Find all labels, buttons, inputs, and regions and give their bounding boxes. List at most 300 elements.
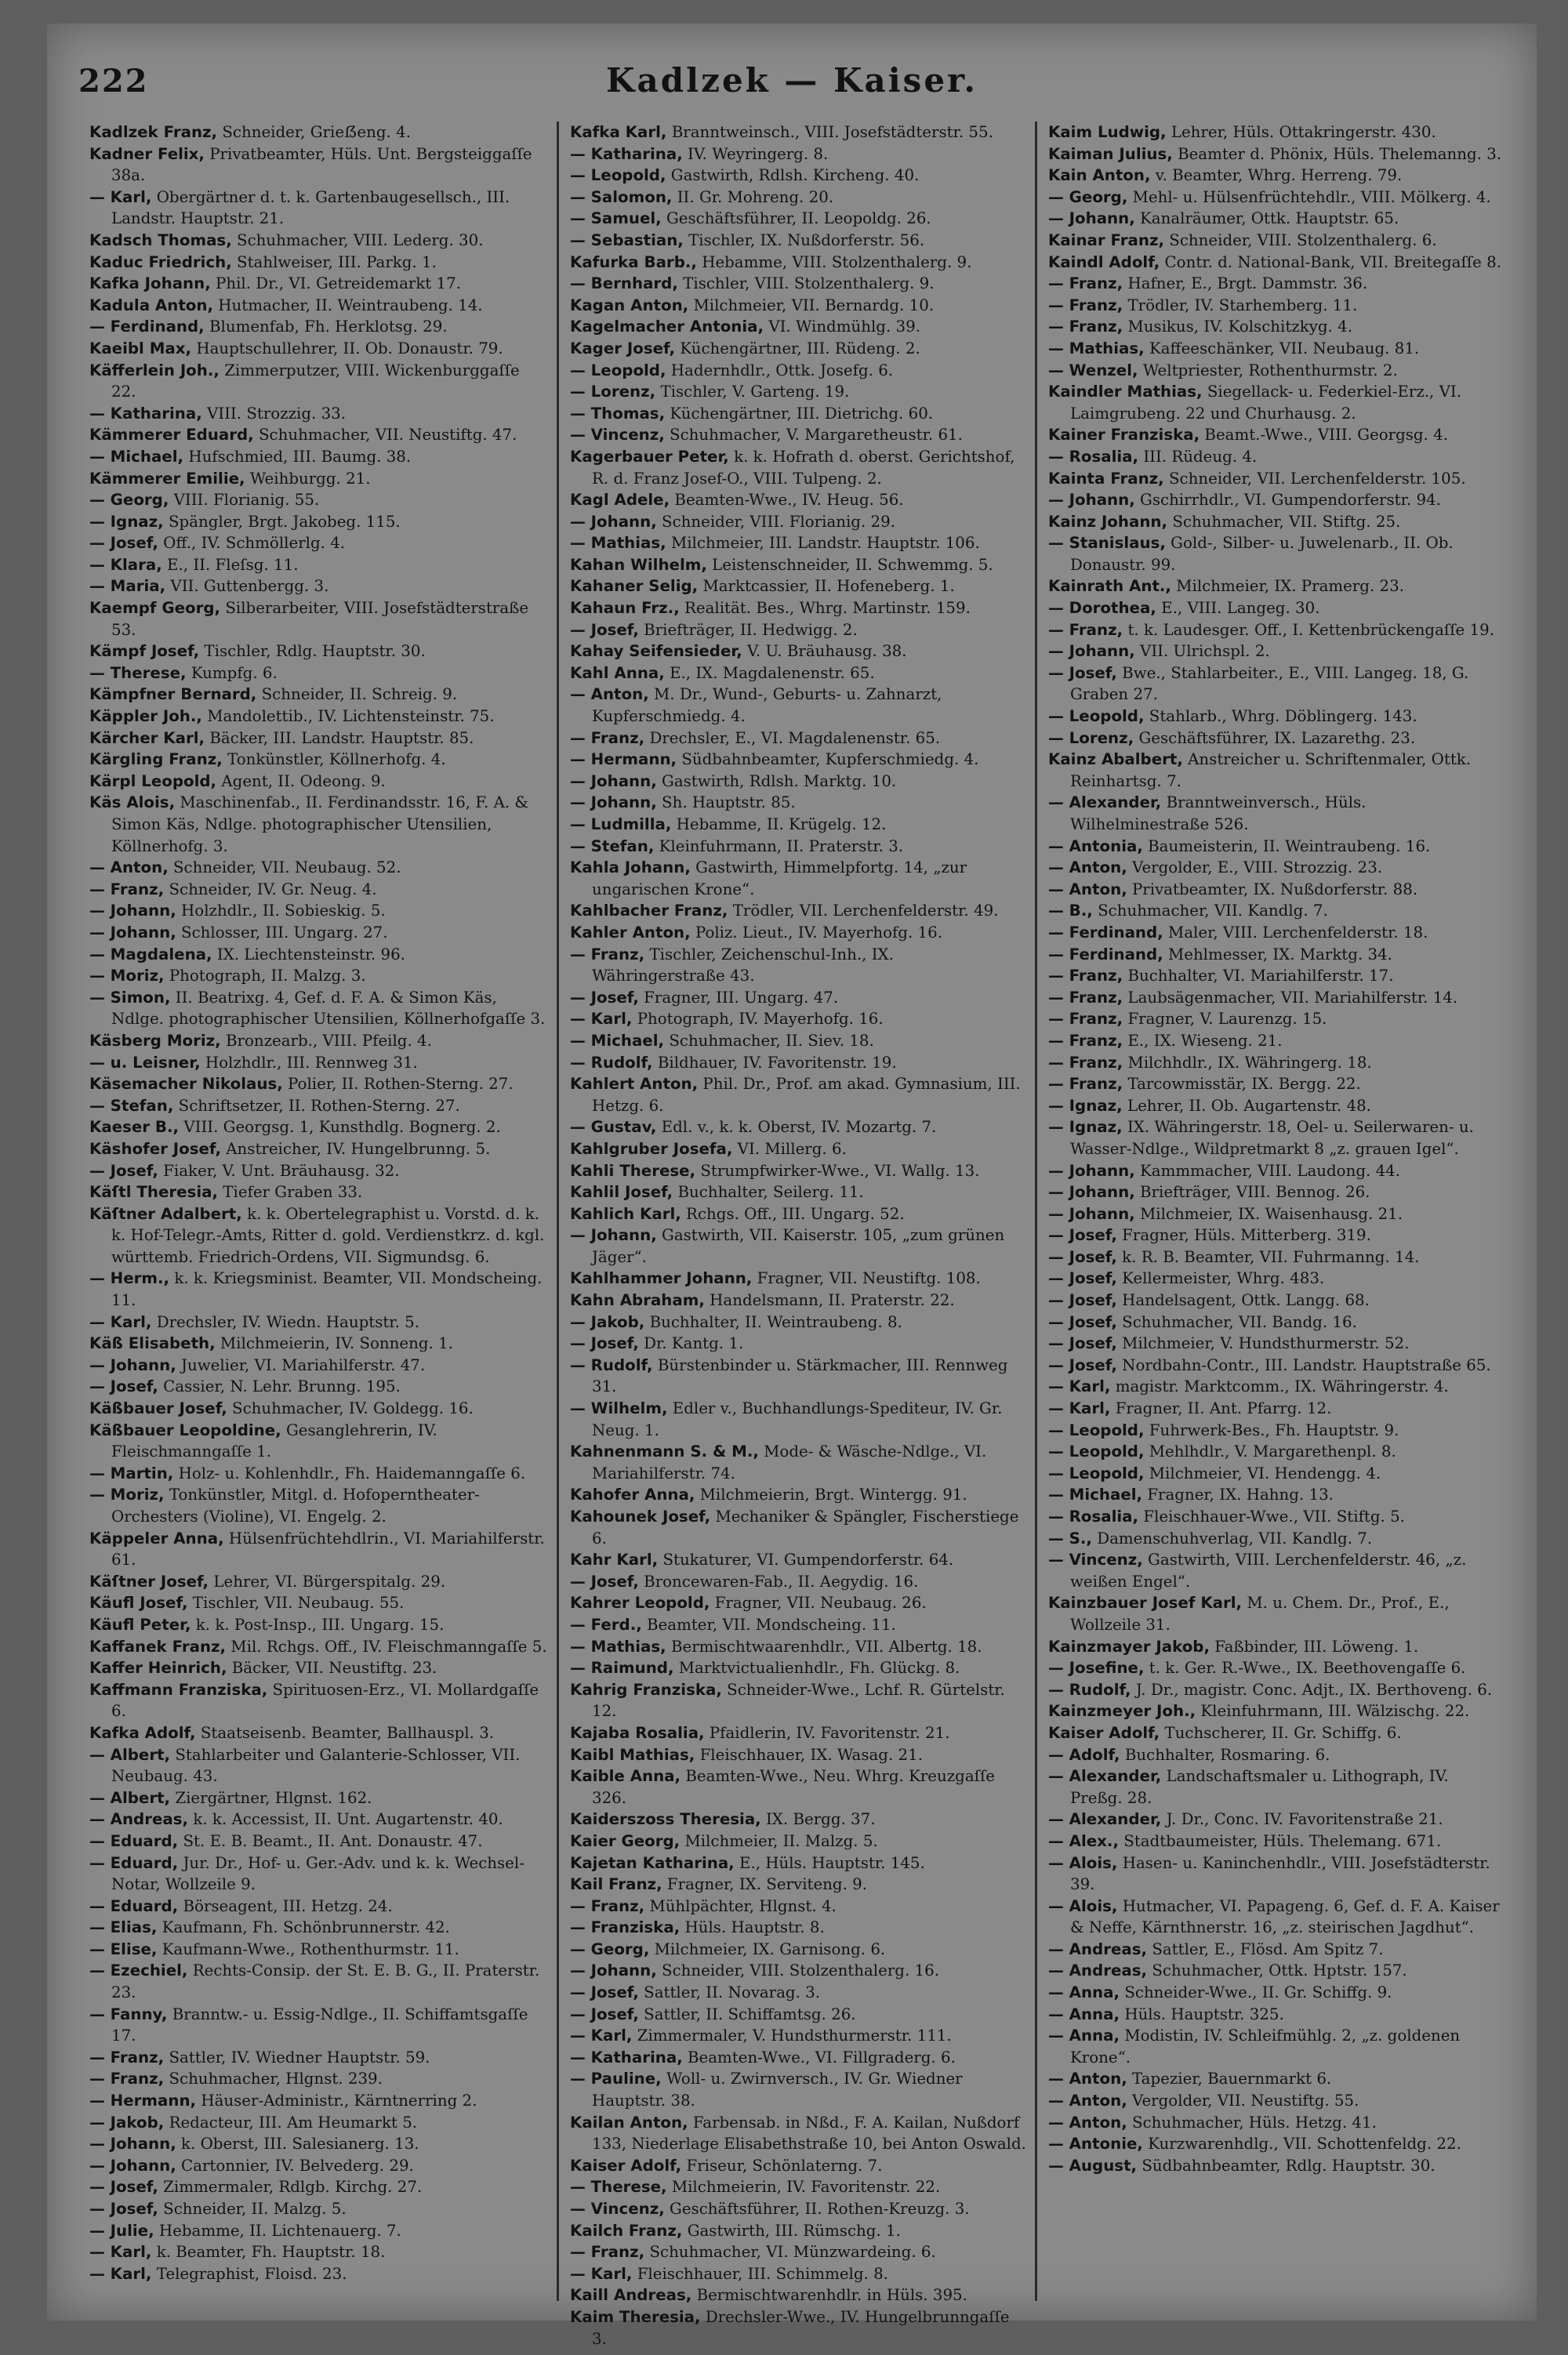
entry-name: — Johann, <box>1048 209 1135 228</box>
entry-name: — Ferdinand, <box>89 318 205 336</box>
entry-name: Kahl Anna, <box>570 663 665 682</box>
entry-name: — Franz, <box>1048 1075 1123 1094</box>
directory-entry <box>89 403 549 425</box>
entry-details: Stahlarb., Whrg. Döblingerg. 143. <box>1149 707 1417 726</box>
entry-details: Photograph, IV. Mayerhofg. 16. <box>637 1010 884 1029</box>
entry-name: Kahn Abraham, <box>570 1291 705 1310</box>
directory-entry <box>1048 922 1505 944</box>
entry-name: — Rudolf, <box>570 1355 653 1374</box>
directory-entry <box>1048 1463 1505 1485</box>
entry-name: — Johann, <box>89 1355 176 1374</box>
entry-name: — Josef, <box>1048 1334 1117 1353</box>
directory-entry <box>89 1203 549 1268</box>
entry-details: VIII. Georgsg. 1, Kunsthdlg. Bognerg. 2. <box>183 1118 501 1137</box>
entry-name: — Rosalia, <box>1048 1508 1139 1526</box>
directory-entry <box>570 1571 1027 1593</box>
entry-details: Schneider, II. Malzg. 5. <box>163 2200 347 2218</box>
entry-details: Milchmeier, IX. Garnisong. 6. <box>654 1940 886 1958</box>
entry-details: Fragner, IX. Serviteng. 9. <box>666 1875 868 1894</box>
entry-details: Schneider, VII. Lerchenfelderstr. 105. <box>1169 469 1466 488</box>
entry-details: Buchhalter, Seilerg. 11. <box>677 1183 864 1202</box>
entry-details: E., VIII. Langeg. 30. <box>1161 599 1320 618</box>
entry-details: Hebamme, II. Lichtenauerg. 7. <box>158 2221 401 2240</box>
entry-details: Spängler, Brgt. Jakobeg. 115. <box>168 512 401 531</box>
entry-name: — Josef, <box>89 534 158 553</box>
entry-details: Fragner, II. Ant. Pfarrg. 12. <box>1115 1399 1332 1418</box>
entry-details: k. k. Accessist, II. Unt. Augartenstr. 40. <box>193 1810 503 1829</box>
entry-name: — Franz, <box>89 2070 165 2088</box>
entry-name: — Vincenz, <box>1048 1551 1143 1569</box>
directory-entry <box>1048 792 1505 835</box>
entry-name: — Mathias, <box>570 1637 666 1656</box>
directory-entry <box>89 1484 549 1527</box>
entry-name: — Ferdinand, <box>1048 945 1163 963</box>
entry-details: Kellermeister, Whrg. 483. <box>1122 1269 1325 1288</box>
directory-entry <box>1048 273 1505 295</box>
entry-details: Tischler, IX. Nußdorferstr. 56. <box>688 230 925 249</box>
entry-details: IV. Weyringerg. 8. <box>688 144 829 163</box>
entry-details: Drechsler, E., VI. Magdalenenstr. 65. <box>649 728 941 747</box>
entry-name: Kaier Georg, <box>570 1831 681 1850</box>
entry-name: — Josef, <box>1048 1312 1117 1331</box>
directory-entry <box>89 1939 549 1961</box>
directory-entry <box>1048 381 1505 424</box>
directory-entry <box>570 771 1027 793</box>
entry-details: Juwelier, VI. Mariahilferstr. 47. <box>181 1355 426 1374</box>
entry-details: Schneider, VIII. Florianig. 29. <box>662 512 896 531</box>
entry-name: — Josef, <box>570 620 639 639</box>
entry-name: — August, <box>1048 2156 1138 2175</box>
directory-entry <box>1048 2068 1505 2090</box>
entry-details: Kaufmann, Fh. Schönbrunnerstr. 42. <box>162 1918 450 1937</box>
directory-entry <box>570 2241 1027 2263</box>
directory-entry <box>1048 706 1505 728</box>
entry-details: Spirituosen-Erz., VI. Mollardgaſſe 6. <box>111 1680 539 1721</box>
entry-details: Gesanglehrerin, IV. Fleischmanngaſſe 1. <box>111 1421 437 1461</box>
entry-name: — Jakob, <box>89 2113 165 2132</box>
entry-details: Milchmeier, VII. Bernardg. 10. <box>693 296 935 314</box>
entry-name: Kainrath Ant., <box>1048 577 1171 596</box>
entry-details: Tapezier, Bauernmarkt 6. <box>1132 2070 1332 2088</box>
directory-entry <box>570 684 1027 727</box>
entry-details: Schuhmacher, Ottk. Hptstr. 157. <box>1152 1961 1407 1980</box>
entry-details: Baumeisterin, II. Weintraubeng. 16. <box>1148 836 1431 855</box>
directory-entry <box>89 2112 549 2134</box>
entry-details: Off., IV. Schmöllerlg. 4. <box>163 534 346 553</box>
entry-name: Kärgling Franz, <box>89 750 223 769</box>
entry-details: Drechsler-Wwe., IV. Hungelbrunngaſſe 3. <box>592 2307 1010 2348</box>
directory-entry <box>89 749 549 771</box>
entry-details: VI. Millerg. 6. <box>737 1139 847 1158</box>
directory-entry <box>1048 1506 1505 1528</box>
directory-entry <box>1048 1420 1505 1442</box>
entry-name: — Georg, <box>570 1940 650 1958</box>
page-number: 222 <box>78 63 149 100</box>
entry-name: — Franz, <box>1048 967 1123 985</box>
directory-entry <box>1048 1052 1505 1074</box>
entry-details: Holzhdlr., III. Rennweg 31. <box>205 1053 418 1072</box>
entry-details: Schuhmacher, V. Margaretheustr. 61. <box>670 426 963 445</box>
directory-entry <box>570 316 1027 338</box>
entry-name: — Rosalia, <box>1048 447 1139 466</box>
entry-name: — Jakob, <box>570 1312 645 1331</box>
entry-details: Obergärtner d. t. k. Gartenbaugesellsch., III. Landstr. Hauptstr. 21. <box>111 187 510 228</box>
entry-details: Buchhalter, II. Weintraubeng. 8. <box>649 1312 902 1331</box>
entry-details: Maschinenfab., II. Ferdinandsstr. 16, F. A. & Simon Käs, Ndlge. photographischer Utensilien, Köllnerhofg. 3. <box>111 793 529 855</box>
entry-details: IX. Bergg. 37. <box>765 1810 876 1829</box>
entry-name: — Franz, <box>1048 1053 1123 1072</box>
entry-details: Gastwirth, VIII. Lerchenfelderstr. 46, „z. weißen Engel“. <box>1070 1551 1467 1591</box>
entry-details: Nordbahn-Contr., III. Landstr. Hauptstraße 65. <box>1122 1355 1491 1374</box>
entry-details: Schneider, VIII. Stolzenthalerg. 6. <box>1169 230 1437 249</box>
directory-entry <box>89 1528 549 1571</box>
directory-entry <box>89 1333 549 1355</box>
entry-name: — Franz, <box>1048 318 1123 336</box>
entry-name: — Josef, <box>89 1377 158 1396</box>
entry-details: Gastwirth, Rdlsh. Marktg. 10. <box>662 771 897 790</box>
entry-name: — Georg, <box>1048 187 1128 206</box>
entry-name: Kahaner Selig, <box>570 577 699 596</box>
directory-entry <box>89 1679 549 1722</box>
directory-entry <box>89 684 549 706</box>
directory-entry <box>1048 1636 1505 1658</box>
directory-entry <box>89 728 549 749</box>
entry-name: — Andreas, <box>1048 1961 1148 1980</box>
directory-entry <box>570 2176 1027 2198</box>
entry-details: Privatbeamter, IX. Nußdorferstr. 88. <box>1132 880 1418 898</box>
entry-name: — Simon, <box>89 988 171 1007</box>
entry-details: Kaffeeschänker, VII. Neubaug. 81. <box>1149 339 1420 357</box>
entry-details: Hüls. Hauptstr. 325. <box>1124 2005 1284 2023</box>
directory-entry <box>570 1809 1027 1831</box>
entry-details: Anstreicher u. Schriftenmaler, Ottk. Reinhartsg. 7. <box>1070 750 1472 790</box>
directory-entry <box>1048 1592 1505 1635</box>
directory-entry <box>570 381 1027 403</box>
entry-name: — Karl, <box>570 1010 633 1029</box>
entry-name: Kainz Johann, <box>1048 512 1168 531</box>
directory-entry <box>570 2198 1027 2220</box>
directory-entry <box>570 1073 1027 1116</box>
entry-details: Mode- & Wäsche-Ndlge., VI. Mariahilferstr. 74. <box>592 1442 987 1482</box>
directory-column-left <box>78 122 557 2301</box>
directory-entry <box>1048 662 1505 706</box>
entry-name: — Magdalena, <box>89 945 212 963</box>
directory-entry <box>570 403 1027 425</box>
entry-name: Kaffer Heinrich, <box>89 1659 227 1678</box>
entry-details: Woll- u. Zwirnversch., IV. Gr. Wiedner Hauptstr. 38. <box>592 2070 963 2110</box>
directory-entry <box>570 252 1027 274</box>
entry-details: Mühlpächter, Hlgnst. 4. <box>649 1896 837 1915</box>
entry-details: Schneider, VII. Neubaug. 52. <box>173 858 401 877</box>
entry-details: Drechsler, IV. Wiedn. Hauptstr. 5. <box>156 1312 420 1331</box>
directory-entry <box>570 143 1027 165</box>
entry-name: — Wenzel, <box>1048 361 1138 379</box>
entry-name: — Alexander, <box>1048 1810 1162 1829</box>
entry-details: Tischler, V. Garteng. 19. <box>660 383 850 401</box>
directory-entry <box>570 1160 1027 1182</box>
entry-name: — Herm., <box>89 1269 170 1288</box>
entry-name: — Hermann, <box>89 2092 197 2110</box>
entry-details: Handelsmann, II. Praterstr. 22. <box>710 1291 955 1310</box>
entry-name: Kager Josef, <box>570 339 676 357</box>
directory-entry <box>89 1420 549 1463</box>
entry-name: Kafka Karl, <box>570 123 667 141</box>
entry-details: Modistin, IV. Schleifmühlg. 2, „z. goldenen Krone“. <box>1070 2027 1461 2067</box>
directory-entry <box>89 2068 549 2090</box>
entry-name: — Franziska, <box>570 1918 681 1937</box>
entry-details: Schuhmacher, VI. Münzwardeing. 6. <box>649 2243 936 2262</box>
entry-name: Kaiser Adolf, <box>570 2156 682 2175</box>
entry-name: — Julie, <box>89 2221 154 2240</box>
entry-details: Siegellack- u. Federkiel-Erz., VI. Laimgrubeng. 22 und Churhausg. 2. <box>1070 383 1462 423</box>
entry-details: Weltpriester, Rothenthurmstr. 2. <box>1142 361 1398 379</box>
directory-entry <box>89 1052 549 1074</box>
entry-name: Käshofer Josef, <box>89 1139 221 1158</box>
entry-name: Kainzmayer Jakob, <box>1048 1637 1210 1656</box>
entry-name: Kämpf Josef, <box>89 642 200 661</box>
directory-entry <box>570 1506 1027 1549</box>
directory-entry <box>570 1614 1027 1636</box>
entry-name: Kajetan Katharina, <box>570 1853 735 1872</box>
entry-name: — Katharina, <box>89 404 202 423</box>
directory-entry <box>570 554 1027 576</box>
directory-entry <box>570 922 1027 944</box>
directory-entry <box>570 987 1027 1009</box>
directory-entry <box>570 1657 1027 1679</box>
entry-details: Südbahnbeamter, Kupferschmiedg. 4. <box>681 750 979 769</box>
entry-details: Zimmermaler, Rdlgb. Kirchg. 27. <box>163 2178 423 2197</box>
entry-details: Sattler, II. Schiffamtsg. 26. <box>644 2005 856 2023</box>
entry-name: — Karl, <box>570 2027 633 2045</box>
entry-details: Schneider, Grieẞeng. 4. <box>222 123 411 141</box>
directory-entry <box>570 1960 1027 1982</box>
entry-details: Maler, VIII. Lerchenfelderstr. 18. <box>1167 923 1428 942</box>
directory-entry <box>89 446 549 468</box>
entry-name: — Josef, <box>1048 1226 1117 1245</box>
directory-entry <box>1048 1398 1505 1420</box>
directory-entry <box>89 944 549 966</box>
entry-name: Käſtl Theresia, <box>89 1183 218 1202</box>
entry-details: Lehrer, VI. Bürgerspitalg. 29. <box>213 1572 446 1591</box>
directory-entry <box>89 1571 549 1593</box>
directory-entry <box>570 1982 1027 2004</box>
entry-name: — Johann, <box>1048 642 1135 661</box>
directory-entry <box>89 316 549 338</box>
directory-entry <box>89 1138 549 1160</box>
directory-entry <box>570 1333 1027 1355</box>
entry-details: Beamter d. Phönix, Hüls. Thelemanng. 3. <box>1178 144 1502 163</box>
directory-entry <box>570 640 1027 662</box>
entry-details: Kammmacher, VIII. Laudong. 44. <box>1140 1161 1401 1180</box>
entry-name: — Martin, <box>89 1464 174 1482</box>
directory-entry <box>1048 987 1505 1009</box>
directory-entry <box>1048 749 1505 792</box>
entry-details: Gastwirth, VII. Kaiserstr. 105, „zum grünen Jäger“. <box>592 1226 1005 1266</box>
entry-name: — Franz, <box>570 1896 645 1915</box>
entry-name: — Georg, <box>89 491 169 510</box>
entry-details: t. k. Ger. R.-Wwe., IX. Beethovengaſſe 6. <box>1149 1659 1466 1678</box>
entry-name: Kahlgruber Josefa, <box>570 1139 733 1158</box>
entry-name: — Josef, <box>570 988 639 1007</box>
directory-entry <box>1048 122 1505 143</box>
entry-name: — Klara, <box>89 555 162 574</box>
directory-entry <box>1048 1657 1505 1679</box>
entry-name: — Franz, <box>1048 274 1123 293</box>
entry-details: M. Dr., Wund-, Geburts- u. Zahnarzt, Kupferschmiedg. 4. <box>592 685 942 726</box>
entry-details: Rechts-Consip. der St. E. B. G., II. Praterstr. 23. <box>111 1961 540 2002</box>
directory-entry <box>570 187 1027 209</box>
entry-name: — Bernhard, <box>570 274 678 293</box>
entry-details: Fragner, IX. Hahng. 13. <box>1147 1486 1334 1504</box>
entry-name: Kaffanek Franz, <box>89 1637 227 1656</box>
entry-details: Bwe., Stahlarbeiter., E., VIII. Langeg. 18, G. Graben 27. <box>1070 663 1469 704</box>
directory-entry <box>570 360 1027 382</box>
entry-name: — Karl, <box>1048 1399 1111 1418</box>
directory-entry <box>89 1722 549 1744</box>
entry-name: — Franz, <box>570 2243 645 2262</box>
entry-name: — Rudolf, <box>570 1053 653 1072</box>
entry-name: Kahounek Josef, <box>570 1508 711 1526</box>
entry-details: magistr. Marktcomm., IX. Währingerstr. 4. <box>1115 1377 1449 1396</box>
directory-entry <box>89 2004 549 2047</box>
entry-details: Hebamme, VIII. Stolzenthalerg. 9. <box>702 252 972 271</box>
entry-details: Schneider-Wwe., II. Gr. Schiffg. 9. <box>1124 1983 1392 2002</box>
directory-entry <box>1048 575 1505 597</box>
directory-entry <box>89 597 549 640</box>
entry-details: Broncewaren-Fab., II. Aegydig. 16. <box>644 1572 919 1591</box>
directory-entry <box>89 987 549 1030</box>
entry-name: — Anton, <box>1048 880 1127 898</box>
entry-name: — Josef, <box>89 2178 158 2197</box>
entry-name: — Johann, <box>89 2156 176 2175</box>
entry-details: Branntweinsch., VIII. Josefstädterstr. 55. <box>671 123 993 141</box>
directory-entry <box>1048 295 1505 317</box>
entry-name: — Josef, <box>1048 663 1117 682</box>
entry-name: — Stanislaus, <box>1048 534 1166 553</box>
directory-entry <box>570 728 1027 749</box>
directory-entry <box>89 511 549 533</box>
entry-details: Phil. Dr., VI. Getreidemarkt 17. <box>216 274 461 293</box>
directory-entry <box>570 1312 1027 1334</box>
entry-name: Kafurka Barb., <box>570 252 697 271</box>
directory-entry <box>89 1917 549 1939</box>
entry-details: Photograph, II. Malzg. 3. <box>169 967 366 985</box>
entry-name: — Moriz, <box>89 967 165 985</box>
entry-details: Stadtbaumeister, Hüls. Thelemang. 671. <box>1123 1831 1442 1850</box>
entry-name: Kärcher Karl, <box>89 728 205 747</box>
directory-entry <box>570 1744 1027 1766</box>
entry-details: Laubsägenmacher, VII. Mariahilferstr. 14. <box>1127 988 1458 1007</box>
entry-details: Beamten-Wwe., IV. Heug. 56. <box>674 491 904 510</box>
directory-entry <box>570 575 1027 597</box>
directory-entry <box>1048 2025 1505 2068</box>
entry-name: — Michael, <box>1048 1486 1143 1504</box>
entry-details: E., II. Fleſsg. 11. <box>167 555 299 574</box>
directory-entry <box>89 2176 549 2198</box>
directory-entry <box>570 1549 1027 1571</box>
directory-entry <box>1048 208 1505 230</box>
entry-name: — Katharina, <box>570 144 683 163</box>
entry-name: — u. Leisner, <box>89 1053 201 1072</box>
entry-name: — Andreas, <box>89 1810 189 1829</box>
entry-details: Milchmeierin, IV. Favoritenstr. 22. <box>671 2178 941 2197</box>
directory-entry <box>1048 1896 1505 1939</box>
entry-details: Privatbeamter, Hüls. Unt. Bergsteiggaſſe 38a. <box>111 144 532 185</box>
entry-name: — Leopold, <box>1048 1442 1145 1461</box>
directory-entry <box>89 1160 549 1182</box>
entry-name: — Karl, <box>89 187 152 206</box>
directory-entry <box>89 489 549 511</box>
entry-details: Farbensab. in Nßd., F. A. Kailan, Nußdorf 133, Niederlage Elisabethstraße 10, bei Anton Oswald. <box>592 2113 1026 2154</box>
entry-details: Agent, II. Odeong. 9. <box>221 771 386 790</box>
directory-entry <box>570 1765 1027 1809</box>
directory-entry <box>1048 1700 1505 1722</box>
entry-details: Pfaidlerin, IV. Favoritenstr. 21. <box>709 1723 950 1742</box>
entry-name: — Leopold, <box>1048 1464 1145 1482</box>
entry-name: — Eduard, <box>89 1896 179 1915</box>
entry-details: Sh. Hauptstr. 85. <box>662 793 796 812</box>
entry-details: VIII. Florianig. 55. <box>173 491 320 510</box>
entry-name: Kahlert Anton, <box>570 1075 699 1094</box>
entry-details: Hasen- u. Kaninchenhdlr., VIII. Josefstädterstr. 39. <box>1070 1853 1490 1894</box>
entry-details: Handelsagent, Ottk. Langg. 68. <box>1122 1291 1370 1310</box>
entry-name: — Lorenz, <box>570 383 656 401</box>
directory-entry <box>570 338 1027 360</box>
entry-details: Schuhmacher, IV. Goldegg. 16. <box>232 1399 474 1418</box>
entry-details: Milchmeier, III. Landstr. Hauptstr. 106. <box>670 534 980 553</box>
entry-name: — Ignaz, <box>1048 1118 1123 1137</box>
entry-details: Contr. d. National-Bank, VII. Breitegaſſe 8. <box>1164 252 1501 271</box>
entry-details: Lehrer, Hüls. Ottakringerstr. 430. <box>1171 123 1436 141</box>
directory-entry <box>570 792 1027 814</box>
directory-entry <box>89 662 549 684</box>
entry-name: — Elise, <box>89 1940 158 1958</box>
directory-entry <box>570 1484 1027 1506</box>
entry-name: — Elias, <box>89 1918 158 1937</box>
directory-entry <box>89 295 549 317</box>
directory-entry <box>570 1355 1027 1398</box>
entry-details: Strumpfwirker-Wwe., VI. Wallg. 13. <box>700 1161 980 1180</box>
directory-entry <box>570 1831 1027 1852</box>
directory-entry <box>1048 2004 1505 2026</box>
directory-entry <box>89 792 549 857</box>
directory-entry <box>89 2220 549 2242</box>
directory-entry <box>89 2241 549 2263</box>
entry-details: Trödler, VII. Lerchenfelderstr. 49. <box>732 902 999 920</box>
entry-details: Milchhdlr., IX. Währingerg. 18. <box>1127 1053 1372 1072</box>
entry-details: Fiaker, V. Unt. Bräuhausg. 32. <box>163 1161 400 1180</box>
entry-name: Käppeler Anna, <box>89 1529 224 1548</box>
directory-entry <box>570 836 1027 858</box>
entry-details: Schuhmacher, Hüls. Hetzg. 41. <box>1132 2113 1377 2132</box>
entry-name: — Thomas, <box>570 404 666 423</box>
entry-details: Vergolder, VII. Neustiftg. 55. <box>1132 2092 1359 2110</box>
directory-entry <box>89 1809 549 1831</box>
entry-details: Schriftsetzer, II. Rothen-Sterng. 27. <box>178 1096 460 1115</box>
entry-details: Kleinfuhrmann, II. Praterstr. 3. <box>659 836 904 855</box>
entry-details: Schuhmacher, VII. Neustiftg. 47. <box>258 426 517 445</box>
entry-name: Käsemacher Nikolaus, <box>89 1075 283 1094</box>
entry-details: Küchengärtner, III. Dietrichg. 60. <box>670 404 934 423</box>
directory-entry <box>570 295 1027 317</box>
directory-entry <box>1048 1679 1505 1701</box>
directory-entry <box>1048 597 1505 619</box>
entry-name: Kahla Johann, <box>570 858 691 877</box>
entry-name: — Johann, <box>570 1961 657 1980</box>
entry-name: — Albert, <box>89 1745 171 1764</box>
entry-name: Kailch Franz, <box>570 2221 683 2240</box>
entry-name: — Karl, <box>89 2264 152 2283</box>
